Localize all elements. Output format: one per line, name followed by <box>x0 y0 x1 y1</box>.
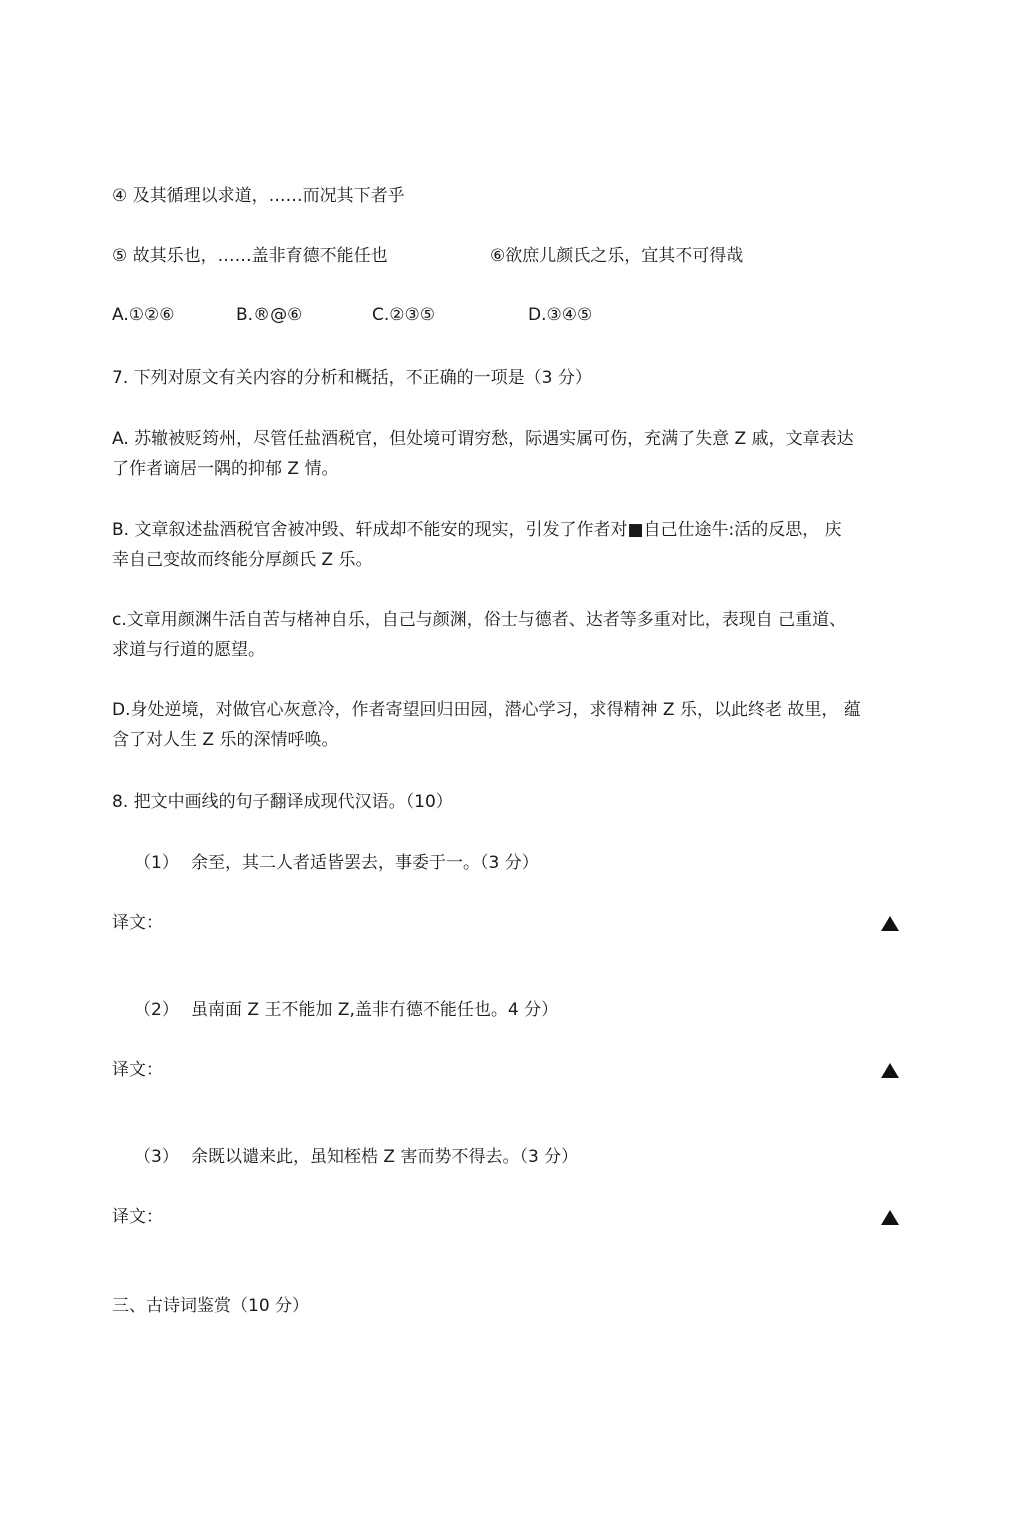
triangle-marker-icon <box>881 1063 899 1078</box>
q8-sub2-text: 虽南面 Z 王不能加 Z,盖非冇德不能任也。4 分） <box>191 1000 559 1020</box>
q7-option-d-line2: 含了对人生 Z 乐的深情呼唤。 <box>112 730 339 750</box>
question-8-stem: 8. 把文中画线的句子翻译成现代汉语。（10） <box>112 792 453 812</box>
option-c: C.②③⑤ <box>372 305 435 325</box>
q7-option-a-line1: A. 苏辙被贬筠州，尽管任盐酒税官，但处境可谓穷愁，际遇实属可伤，充满了失意 Z 戚，文章表达 <box>112 429 854 449</box>
item-6: ⑥欲庶儿颜氏之乐，宜其不可得哉 <box>490 246 744 266</box>
triangle-marker-icon <box>881 916 899 931</box>
q8-sub3-number: （3） <box>134 1147 179 1167</box>
q8-sub2-number: （2） <box>134 1000 179 1020</box>
answer-label-3: 译文： <box>112 1207 163 1227</box>
q7-option-b-line1: B. 文章叙述盐酒税官舍被冲毁、轩成却不能安的现实，引发了作者对■自己仕途牛:活的反思， 庆 <box>112 520 842 540</box>
answer-label-2: 译文： <box>112 1060 163 1080</box>
q8-sub3-text: 余既以谴来此，虽知桎梏 Z 害而势不得去。（3 分） <box>191 1147 579 1167</box>
q8-sub1-text: 余至，其二人者适皆罢去，事委于一。（3 分） <box>191 853 539 873</box>
answer-label-1: 译文： <box>112 913 163 933</box>
q7-option-c-line2: 求道与行道的愿望。 <box>112 640 265 660</box>
section-3-heading: 三、古诗词鉴赏（10 分） <box>112 1296 310 1316</box>
triangle-marker-icon <box>881 1210 899 1225</box>
q8-sub1-number: （1） <box>134 853 179 873</box>
q7-option-a <box>112 424 912 484</box>
q7-option-c <box>112 605 912 665</box>
q7-option-d-line1: D.身处逆境，对做官心灰意冷，作者寄望回归田园，潜心学习，求得精神 Z 乐，以此终老 故里， 蕴 <box>112 700 861 720</box>
q7-option-d <box>112 695 912 755</box>
q7-option-b <box>112 515 912 575</box>
q7-option-c-line1: c.文章用颜渊牛活自苦与楮神自乐，自己与颜渊，俗士与德者、达者等多重对比，表现自 己重道、 <box>112 610 847 630</box>
option-b: B.®@⑥ <box>236 305 303 325</box>
q7-option-a-line2: 了作者谪居一隅的抑郁 Z 情。 <box>112 459 339 479</box>
option-a: A.①②⑥ <box>112 305 175 325</box>
item-5: ⑤ 故其乐也，……盖非育德不能任也 <box>112 246 388 266</box>
option-d: D.③④⑤ <box>528 305 593 325</box>
item-4: ④ 及其循理以求道，……而况其下者乎 <box>112 186 405 206</box>
question-7-stem: 7. 下列对原文有关内容的分析和概括，不正确的一项是（3 分） <box>112 368 592 388</box>
q7-option-b-line2: 幸自己变故而终能分厚颜氏 Z 乐。 <box>112 550 373 570</box>
